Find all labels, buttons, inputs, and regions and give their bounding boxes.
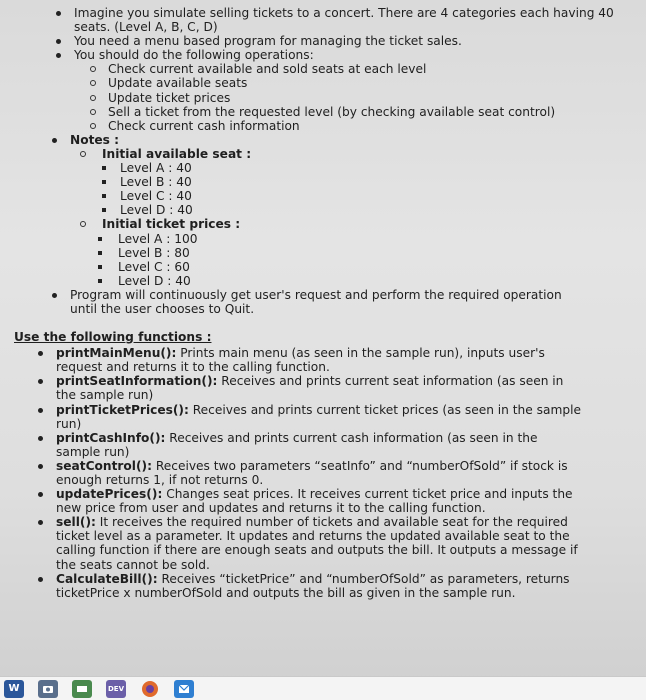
function-desc: Receives “ticketPrice” and “numberOfSold” as parameters, returns ticketPrice x numberOfSold and outputs the bill as given in the sample run. bbox=[56, 571, 570, 600]
function-item bbox=[14, 487, 632, 515]
function-desc: Receives and prints current cash information (as seen in the sample run) bbox=[56, 430, 538, 459]
function-name: printCashInfo(): bbox=[56, 430, 166, 445]
function-item bbox=[14, 459, 632, 487]
function-desc: Receives and prints current seat information (as seen in the sample run) bbox=[56, 374, 564, 403]
function-desc: Prints main menu (as seen in the sample run), inputs user's request and returns it to the calling function. bbox=[56, 346, 545, 375]
camera-icon[interactable] bbox=[38, 680, 58, 698]
operation-item: Check current available and sold seats at each level bbox=[108, 62, 427, 77]
initial-prices-label: Initial ticket prices : bbox=[102, 217, 241, 232]
taskbar bbox=[0, 676, 646, 700]
function-name: updatePrices(): bbox=[56, 487, 163, 502]
seat-level-item: Level B : 40 bbox=[120, 175, 192, 190]
functions-heading: Use the following functions : bbox=[14, 330, 212, 345]
intro-item: Imagine you simulate selling tickets to a concert. There are 4 categories each having 40 seats. (Level A, B, C, D) bbox=[74, 6, 614, 35]
function-item bbox=[14, 515, 632, 571]
function-item bbox=[14, 346, 632, 374]
price-level-item: Level D : 40 bbox=[118, 273, 191, 288]
initial-seats-label: Initial available seat : bbox=[102, 146, 252, 161]
notes-item: Notes : bbox=[70, 132, 120, 147]
word-icon[interactable]: W bbox=[4, 680, 24, 698]
dev-icon[interactable]: DEV bbox=[106, 680, 126, 698]
function-item bbox=[14, 403, 632, 431]
intro-item: You need a menu based program for managing the ticket sales. bbox=[74, 34, 462, 49]
function-item bbox=[14, 572, 632, 600]
mail-icon[interactable] bbox=[174, 680, 194, 698]
price-level-item: Level B : 80 bbox=[118, 245, 190, 260]
seat-level-item: Level D : 40 bbox=[120, 203, 193, 218]
operation-item: Sell a ticket from the requested level (by checking available seat control) bbox=[108, 104, 556, 119]
function-item bbox=[14, 374, 632, 402]
seat-level-item: Level A : 40 bbox=[120, 161, 192, 176]
seat-level-item: Level C : 40 bbox=[120, 189, 192, 204]
function-name: CalculateBill(): bbox=[56, 571, 158, 586]
function-item bbox=[14, 431, 632, 459]
operation-item: Update ticket prices bbox=[108, 90, 231, 105]
function-desc: It receives the required number of tickets and available seat for the required ticket level as a parameter. It updates and returns the updated available seat to the calling function if there are enough seats and outputs the bill. It outputs a message if the seats cannot be sold. bbox=[56, 515, 578, 572]
function-name: printSeatInformation(): bbox=[56, 374, 218, 389]
firefox-icon[interactable] bbox=[140, 680, 160, 698]
operation-item: Check current cash information bbox=[108, 118, 300, 133]
function-name: printMainMenu(): bbox=[56, 346, 177, 361]
intro-item: You should do the following operations: bbox=[74, 48, 314, 63]
operation-item: Update available seats bbox=[108, 76, 248, 91]
function-desc: Receives and prints current ticket prices (as seen in the sample run) bbox=[56, 402, 581, 431]
program-note: Program will continuously get user's request and perform the required operation until the user chooses to Quit. bbox=[70, 287, 562, 316]
price-level-item: Level A : 100 bbox=[118, 231, 198, 246]
function-name: seatControl(): bbox=[56, 458, 152, 473]
teams-icon[interactable] bbox=[72, 680, 92, 698]
function-name: printTicketPrices(): bbox=[56, 402, 189, 417]
function-name: sell(): bbox=[56, 515, 96, 530]
function-desc: Changes seat prices. It receives current ticket price and inputs the new price from user and updates and returns it to the calling function. bbox=[56, 487, 573, 516]
function-desc: Receives two parameters “seatInfo” and “numberOfSold” if stock is enough returns 1, if not returns 0. bbox=[56, 458, 568, 487]
price-level-item: Level C : 60 bbox=[118, 259, 190, 274]
